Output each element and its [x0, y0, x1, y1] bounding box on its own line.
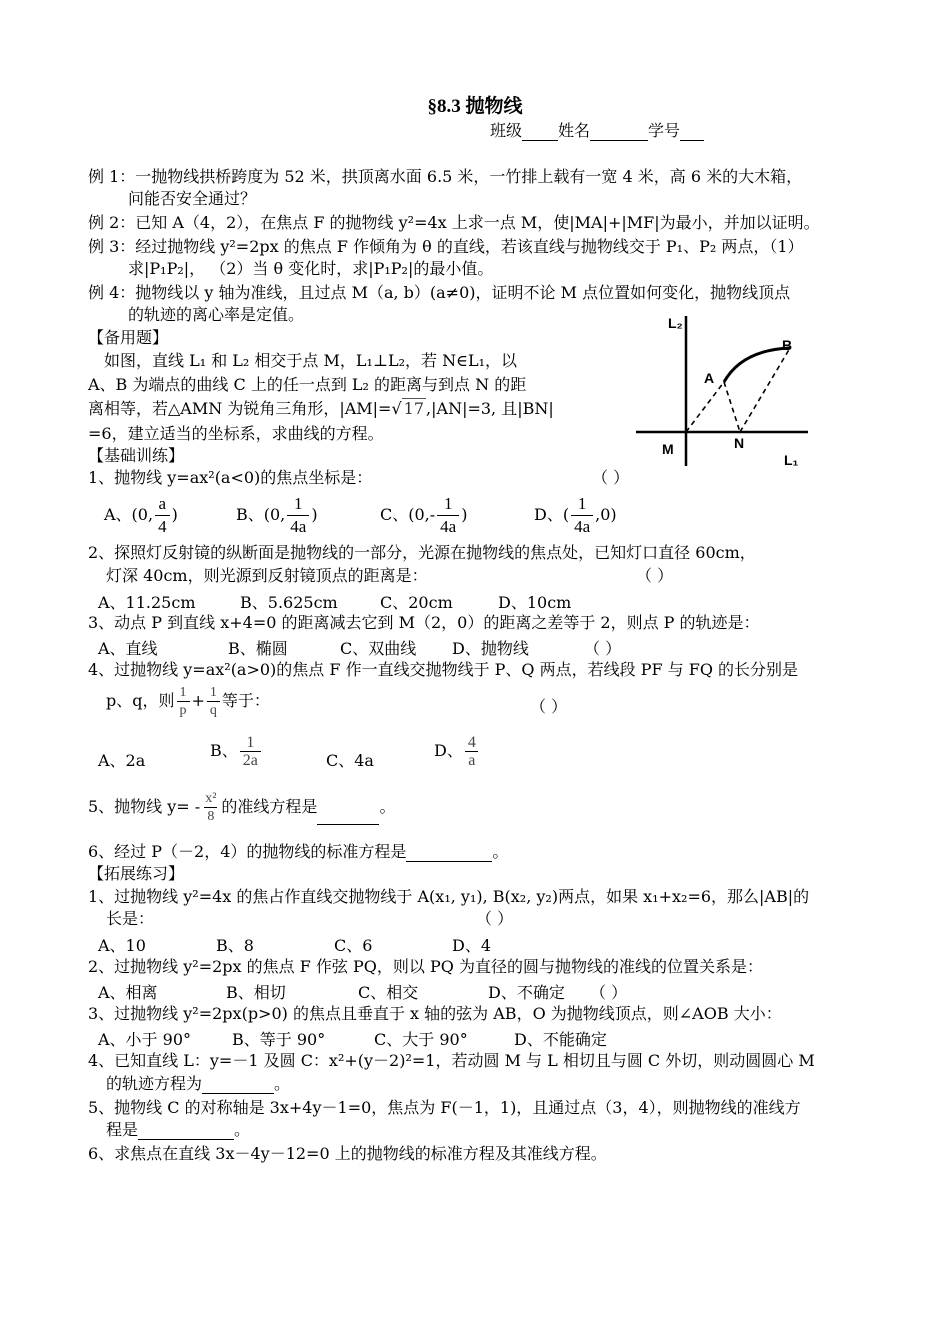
- option-tail: ,0): [595, 505, 617, 524]
- backup-line-1: 如图，直线 L₁ 和 L₂ 相交于点 M，L₁⊥L₂，若 N∈L₁，以: [104, 351, 517, 370]
- option-label: B、(0,: [236, 505, 286, 524]
- option-label: C、(0,-: [380, 505, 436, 524]
- q5-suffix: 的准线方程是: [221, 797, 318, 816]
- label-l1: L₁: [784, 452, 799, 468]
- denominator: 4: [155, 515, 170, 538]
- denominator: 4a: [571, 515, 593, 538]
- fraction: [155, 493, 170, 538]
- label-m: M: [662, 441, 674, 457]
- page-title: §8.3 抛物线: [427, 96, 523, 117]
- equals-text: 等于：: [221, 691, 270, 710]
- curve-c: [724, 348, 790, 382]
- basic-q6: [88, 842, 508, 862]
- basic-q4-option-d: [434, 734, 481, 769]
- fraction: [240, 734, 261, 769]
- extend-q2: 2、过抛物线 y²=2px 的焦点 F 作弦 PQ，则以 PQ 为直径的圆与抛物线的准线的位置关系是：: [88, 957, 763, 976]
- q6-answer-blank: [406, 845, 492, 862]
- name-blank: [590, 124, 648, 141]
- extend-q3-option-b: B、等于 90°: [232, 1030, 326, 1049]
- basic-q2-line-1: 2、探照灯反射镜的纵断面是抛物线的一部分，光源在抛物线的焦点处，已知灯口直径 60cm，: [88, 543, 756, 562]
- option-label: D、(: [534, 505, 570, 524]
- numerator: 1: [443, 494, 453, 513]
- fraction: [465, 734, 479, 769]
- basic-q4-option-c: C、4a: [326, 751, 374, 770]
- q6-prefix: 6、经过 P（－2，4）的抛物线的标准方程是: [88, 842, 407, 861]
- numerator: x²: [205, 791, 217, 806]
- numerator: 1: [577, 494, 587, 513]
- extend-q1-option-c: C、6: [334, 936, 373, 955]
- q4-answer-blank: [202, 1077, 274, 1094]
- q5-end: 。: [234, 1120, 251, 1139]
- extend-q5-line-1: 5、抛物线 C 的对称轴是 3x+4y－1=0，焦点为 F(－1，1)，且通过点（3，4），则抛物线的准线方: [88, 1098, 801, 1117]
- denominator: 4a: [287, 515, 309, 538]
- extend-q3: 3、过抛物线 y²=2px(p>0) 的焦点且垂直于 x 轴的弦为 AB，O 为抛物线顶点，则∠AOB 大小：: [88, 1004, 782, 1023]
- segment-am: [686, 382, 724, 432]
- fraction-1-over-p: [177, 684, 190, 719]
- numerator: 1: [179, 685, 187, 700]
- example-4-line-2: 的轨迹的离心率是定值。: [128, 305, 305, 324]
- basic-q4-paren: （ ）: [530, 697, 568, 716]
- basic-q2-option-a: A、11.25cm: [98, 593, 196, 612]
- basic-q2-line-2: 灯深 40cm，则光源到反射镜顶点的距离是：: [106, 566, 428, 585]
- basic-q1-option-a: [104, 493, 178, 538]
- extend-q2-option-d: D、不确定: [488, 983, 565, 1002]
- segment-bn: [740, 348, 790, 432]
- denominator: q: [207, 701, 220, 719]
- q4-pq-text: p、q，则: [106, 691, 175, 710]
- basic-q3: 3、动点 P 到直线 x+4=0 的距离减去它到 M（2，0）的距离之差等于 2，则点 P 的轨迹是：: [88, 613, 760, 632]
- basic-q5: [88, 790, 395, 825]
- basic-q3-option-a: A、直线: [98, 639, 158, 658]
- basic-q2-option-b: B、5.625cm: [240, 593, 338, 612]
- basic-q2-option-d: D、10cm: [498, 593, 572, 612]
- example-1-line-2: 问能否安全通过？: [128, 189, 257, 208]
- q5-end: 。: [379, 797, 396, 816]
- plus-sign: +: [191, 691, 205, 710]
- q4-end: 。: [274, 1074, 291, 1093]
- segment-an: [724, 382, 740, 432]
- backup-line-3: [88, 399, 554, 419]
- sqrt-symbol: √: [391, 399, 402, 418]
- extend-q1-paren: （ ）: [476, 909, 514, 928]
- basic-q1-option-d: [534, 493, 617, 538]
- fraction-1-over-q: [207, 684, 220, 719]
- numerator: 1: [294, 494, 303, 513]
- basic-q4-line-1: 4、过抛物线 y=ax²(a>0)的焦点 F 作一直线交抛物线于 P、Q 两点，若线段 PF 与 FQ 的长分别是: [88, 660, 799, 679]
- class-blank: [522, 124, 558, 141]
- backup-line-3-text: 离相等，若△AMN 为锐角三角形，|AM|=: [88, 399, 392, 418]
- extend-q2-option-c: C、相交: [358, 983, 419, 1002]
- label-n: N: [734, 435, 745, 451]
- q5-prefix: 5、抛物线 y= -: [88, 797, 201, 816]
- basic-q2-option-c: C、20cm: [380, 593, 453, 612]
- backup-heading: 【备用题】: [88, 328, 169, 347]
- denominator: p: [177, 701, 190, 719]
- extend-q2-option-a: A、相离: [98, 983, 158, 1002]
- extend-heading: 【拓展练习】: [88, 864, 185, 883]
- example-1-line-1: 例 1：一抛物线拱桥跨度为 52 米，拱顶离水面 6.5 米，一竹排上载有一宽 4 米，高 6 米的大木箱，: [88, 167, 803, 186]
- basic-q3-option-c: C、双曲线: [340, 639, 417, 658]
- example-2: 例 2：已知 A（4，2），在焦点 F 的抛物线 y²=4x 上求一点 M，使|MA|+|MF|为最小，并加以证明。: [88, 213, 820, 232]
- backup-line-4: =6，建立适当的坐标系，求曲线的方程。: [88, 424, 384, 443]
- q5-answer-blank: [317, 808, 379, 825]
- sqrt-value: 17: [403, 399, 425, 418]
- fraction: [437, 493, 459, 538]
- extend-q1-line-2: 长是：: [106, 909, 155, 928]
- student-info-line: [490, 121, 704, 141]
- numerator: 1: [209, 685, 217, 700]
- extend-q4-line-1: 4、已知直线 L：y=－1 及圆 C：x²+(y－2)²=1，若动圆 M 与 L 相切且与圆 C 外切，则动圆圆心 M: [88, 1051, 815, 1070]
- basic-heading: 【基础训练】: [88, 446, 185, 465]
- denominator: 4a: [437, 515, 459, 538]
- extend-q5-line-2: [106, 1120, 250, 1140]
- extend-q3-option-d: D、不能确定: [514, 1030, 607, 1049]
- basic-q4-option-b: [210, 734, 263, 769]
- id-label: 学号: [648, 121, 681, 140]
- denominator: a: [465, 751, 478, 769]
- q5-answer-blank: [138, 1123, 234, 1140]
- extend-q2-option-b: B、相切: [226, 983, 286, 1002]
- example-4-line-1: 例 4：抛物线以 y 轴为准线，且过点 M（a, b）(a≠0)，证明不论 M 点位置如何变化，抛物线顶点: [88, 283, 791, 302]
- fraction-x2-over-8: [202, 790, 219, 825]
- name-label: 姓名: [558, 121, 591, 140]
- label-l2: L₂: [668, 315, 683, 331]
- basic-q2-paren: （ ）: [636, 566, 674, 585]
- label-b: B: [782, 337, 793, 353]
- numerator: a: [158, 494, 167, 513]
- class-label: 班级: [490, 121, 523, 140]
- extend-q3-option-a: A、小于 90°: [98, 1030, 192, 1049]
- option-tail: ): [461, 505, 468, 524]
- basic-q1-option-c: [380, 493, 467, 538]
- denominator: 2a: [240, 751, 261, 769]
- option-tail: ): [311, 505, 318, 524]
- extend-q6: 6、求焦点在直线 3x－4y－12=0 上的抛物线的标准方程及其准线方程。: [88, 1144, 607, 1163]
- basic-q1: 1、抛物线 y=ax²(a<0)的焦点坐标是：: [88, 468, 373, 487]
- option-label: B、: [210, 741, 238, 760]
- q5-prefix: 程是: [106, 1120, 139, 1139]
- backup-line-3-tail: ,|AN|=3, 且|BN|: [426, 399, 554, 418]
- backup-figure: [632, 308, 812, 473]
- extend-q3-option-c: C、大于 90°: [374, 1030, 468, 1049]
- basic-q1-paren: （ ）: [592, 468, 630, 487]
- extend-q1-option-a: A、10: [98, 936, 146, 955]
- fraction: [287, 493, 309, 538]
- numerator: 1: [246, 734, 255, 751]
- basic-q4-option-a: A、2a: [98, 751, 146, 770]
- basic-q1-option-b: [236, 493, 318, 538]
- backup-line-2: A、B 为端点的曲线 C 上的任一点到 L₂ 的距离与到点 N 的距: [88, 375, 527, 394]
- q6-end: 。: [492, 842, 509, 861]
- basic-q3-paren: （ ）: [584, 639, 622, 658]
- extend-q2-paren: （ ）: [590, 983, 628, 1002]
- id-blank: [680, 124, 704, 141]
- extend-q4-line-2: [106, 1074, 290, 1094]
- option-label: A、(0,: [104, 505, 154, 524]
- option-tail: ): [171, 505, 178, 524]
- q4-prefix: 的轨迹方程为: [106, 1074, 203, 1093]
- option-label: D、: [434, 741, 463, 760]
- denominator: 8: [204, 807, 217, 825]
- example-3-line-2: 求|P₁P₂|， （2）当 θ 变化时，求|P₁P₂|的最小值。: [128, 259, 494, 278]
- numerator: 4: [467, 734, 476, 751]
- basic-q3-option-d: D、抛物线: [452, 639, 529, 658]
- label-a: A: [704, 370, 715, 386]
- extend-q1-option-b: B、8: [216, 936, 254, 955]
- extend-q1-option-d: D、4: [452, 936, 492, 955]
- fraction: [571, 493, 593, 538]
- extend-q1-line-1: 1、过抛物线 y²=4x 的焦占作直线交抛物线于 A(x₁, y₁), B(x₂, y₂)两点，如果 x₁+x₂=6，那么|AB|的: [88, 887, 810, 906]
- example-3-line-1: 例 3：经过抛物线 y²=2px 的焦点 F 作倾角为 θ 的直线，若该直线与抛物线交于 P₁、P₂ 两点，（1）: [88, 237, 804, 256]
- basic-q3-option-b: B、椭圆: [228, 639, 288, 658]
- basic-q4-line-2: [106, 684, 270, 719]
